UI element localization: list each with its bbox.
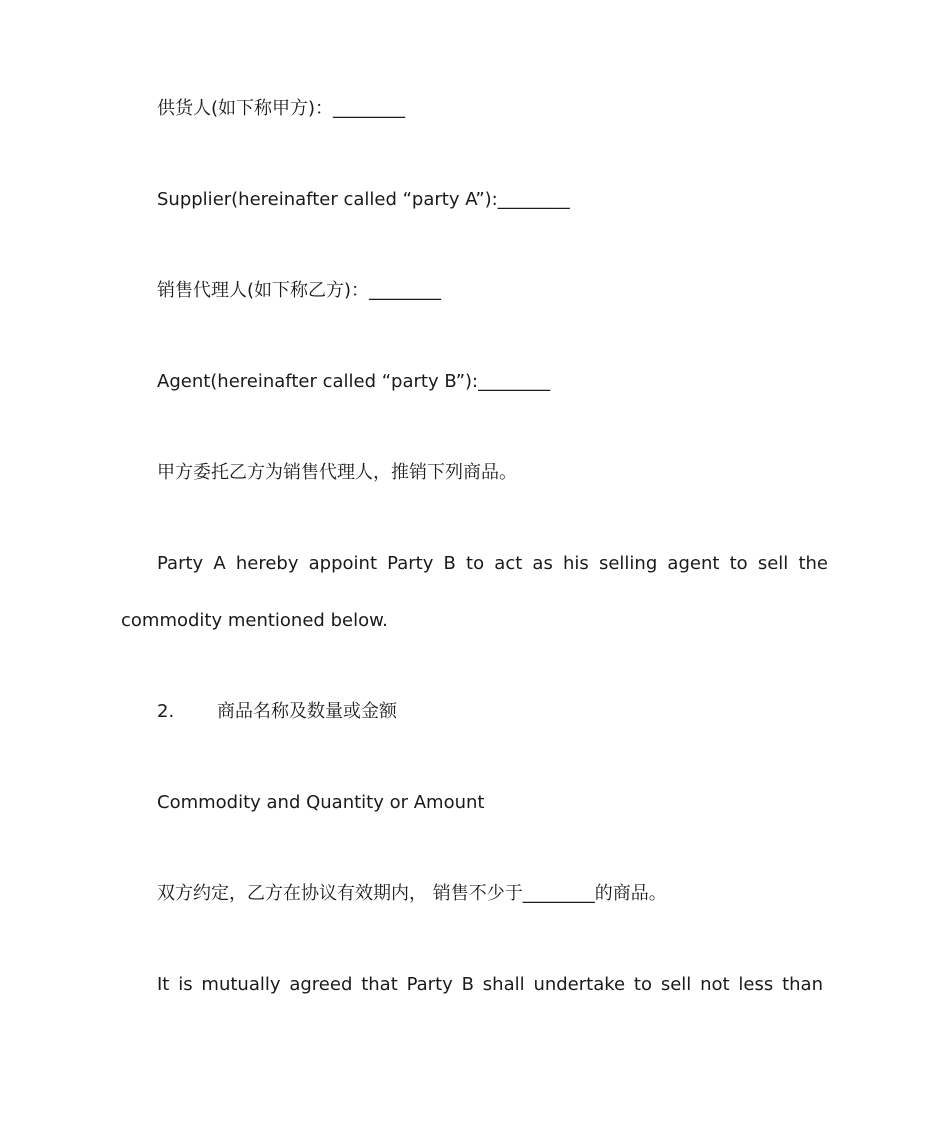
- agreement-en-line-1: It is mutually agreed that Party B shall undertake to sell not less than: [157, 974, 823, 995]
- agent-cn-line: 销售代理人(如下称乙方)：________: [157, 280, 442, 301]
- agent-en-line: Agent(hereinafter called “party B”):________: [157, 371, 551, 392]
- supplier-cn-line: 供货人(如下称甲方)：________: [157, 98, 406, 119]
- supplier-en-line: Supplier(hereinafter called “party A”):________: [157, 189, 570, 210]
- section-2-heading: [157, 700, 397, 724]
- agreement-cn-paragraph: 双方约定，乙方在协议有效期内， 销售不少于________的商品。: [157, 883, 667, 904]
- section-2-title-en: Commodity and Quantity or Amount: [157, 792, 485, 813]
- section-2-title-cn: 商品名称及数量或金额: [217, 701, 397, 722]
- appoint-cn-paragraph: 甲方委托乙方为销售代理人，推销下列商品。: [157, 462, 517, 483]
- appoint-en-line-2: commodity mentioned below.: [121, 610, 388, 631]
- section-2-number: 2.: [157, 701, 175, 722]
- appoint-en-line-1: Party A hereby appoint Party B to act as his selling agent to sell the: [157, 553, 828, 574]
